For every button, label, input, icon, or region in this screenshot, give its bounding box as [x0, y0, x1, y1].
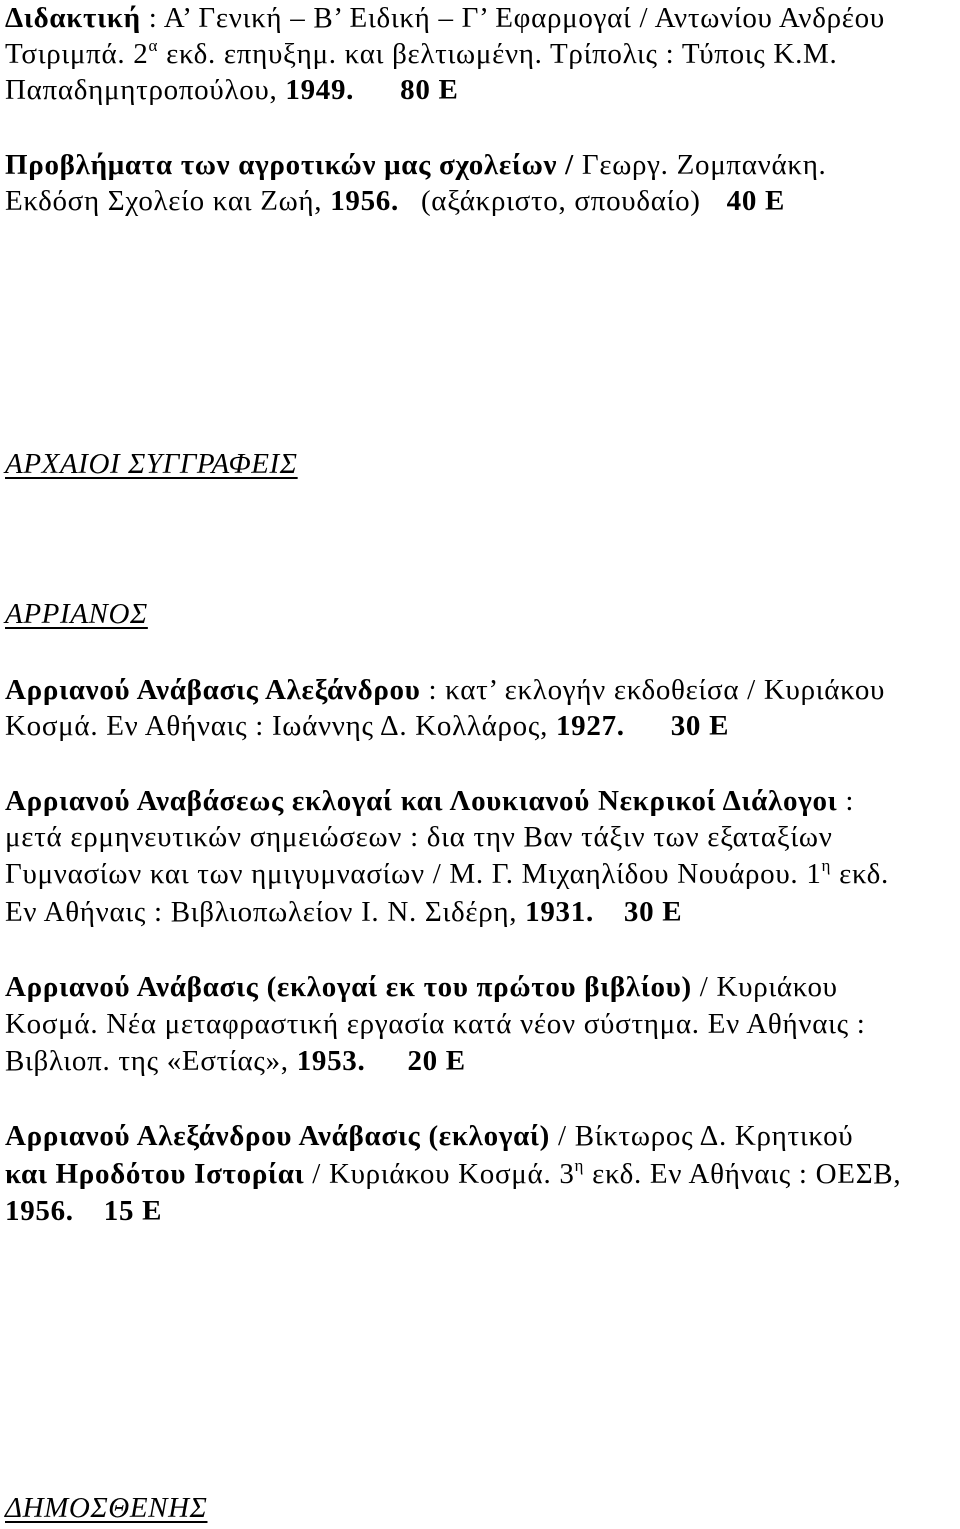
entry-year: 1956. — [330, 185, 399, 217]
entry-price: 30 Ε — [670, 710, 730, 742]
entry-didaktiki-line-1 — [5, 0, 885, 36]
entry-text: / Κυριάκου Κοσμά. 3 — [304, 1158, 575, 1190]
section-heading-demosthenes: ΔΗΜΟΣΘΕΝΗΣ — [5, 1492, 208, 1524]
entry-year: 1953. — [296, 1045, 366, 1077]
entry-text: Εκδόση Σχολείο και Ζωή, — [5, 185, 331, 217]
entry-didaktiki-line-3 — [5, 72, 459, 108]
entry-title: Αρριανού Ανάβασις (εκλογαί εκ του πρώτου βιβλίου) — [5, 971, 692, 1003]
entry-year: 1949. — [285, 74, 355, 106]
entry-text: Γεωργ. Ζομπανάκη. — [573, 149, 827, 181]
entry-arrianos-2-line-4 — [5, 894, 682, 930]
entry-title: Αρριανού Αναβάσεως εκλογαί και Λουκιανού Νεκρικοί Διάλογοι — [5, 785, 838, 817]
entry-didaktiki-line-2 — [5, 36, 837, 76]
entry-provlimata-line-1 — [5, 147, 827, 183]
entry-text: εκδ. — [831, 858, 889, 890]
entry-text: : Α’ Γενική – Β’ Ειδική – Γ’ Εφαρμογαί / Αντωνίου Ανδρέου — [140, 2, 885, 34]
entry-title: Αρριανού Ανάβασις Αλεξάνδρου — [5, 674, 421, 706]
superscript: α — [148, 36, 159, 55]
entry-arrianos-2-line-3 — [5, 856, 889, 896]
section-heading-arrian: ΑΡΡΙΑΝΟΣ — [5, 598, 148, 630]
entry-text: Παπαδημητροπούλου, — [5, 74, 286, 106]
entry-arrianos-3-line-1 — [5, 969, 838, 1005]
entry-note: (αξάκριστο, σπουδαίο) — [420, 185, 701, 217]
entry-title: Προβλήματα των αγροτικών μας σχολείων / — [5, 149, 574, 181]
entry-text: εκδ. επηυξημ. και βελτιωμένη. Τρίπολις : Τύποις Κ.Μ. — [158, 38, 838, 70]
entry-title-2: και Ηροδότου Ιστορίαι — [5, 1158, 305, 1190]
entry-price: 40 Ε — [726, 185, 786, 217]
entry-arrianos-4-line-2 — [5, 1156, 901, 1196]
entry-text: Γυμνασίων και των ημιγυμνασίων / Μ. Γ. Μιχαηλίδου Νουάρου. 1 — [5, 858, 822, 890]
entry-arrianos-1-line-1 — [5, 672, 885, 708]
entry-text: Εν Αθήναις : Βιβλιοπωλείον Ι. Ν. Σιδέρη, — [5, 896, 526, 928]
entry-text: Τσιριμπά. 2 — [5, 38, 149, 70]
entry-text: εκδ. Εν Αθήναις : ΟΕΣΒ, — [584, 1158, 902, 1190]
entry-text: / Κυριάκου — [691, 971, 838, 1003]
entry-arrianos-4-line-1 — [5, 1118, 853, 1154]
entry-text: Βιβλιοπ. της «Εστίας», — [5, 1045, 297, 1077]
entry-arrianos-3-line-2: Κοσμά. Νέα μεταφραστική εργασία κατά νέον σύστημα. Εν Αθήναις : — [5, 1008, 866, 1040]
entry-price: 20 Ε — [407, 1045, 466, 1077]
entry-arrianos-1-line-2 — [5, 708, 729, 744]
entry-year: 1927. — [555, 710, 625, 742]
entry-text: / Βίκτωρος Δ. Κρητικού — [550, 1120, 854, 1152]
entry-arrianos-3-line-3 — [5, 1043, 466, 1079]
entry-text: Κοσμά. Εν Αθήναις : Ιωάννης Δ. Κολλάρος, — [5, 710, 556, 742]
superscript: η — [821, 856, 832, 875]
entry-price: 30 Ε — [623, 896, 683, 928]
entry-price: 80 Ε — [400, 74, 459, 106]
entry-provlimata-line-2 — [5, 183, 785, 219]
entry-text: : — [837, 785, 855, 817]
entry-text: : κατ’ εκλογήν εκδοθείσα / Κυριάκου — [420, 674, 886, 706]
entry-title: Αρριανού Αλεξάνδρου Ανάβασις (εκλογαί) — [5, 1120, 551, 1152]
section-heading-ancient-authors: ΑΡΧΑΙΟΙ ΣΥΓΓΡΑΦΕΙΣ — [5, 448, 298, 480]
entry-year: 1956. — [5, 1195, 74, 1227]
entry-arrianos-2-line-2: μετά ερμηνευτικών σημειώσεων : δια την Βαν τάξιν των εξαταξίων — [5, 821, 833, 853]
entry-title: Διδακτική — [5, 2, 141, 34]
entry-arrianos-4-line-3 — [5, 1193, 162, 1229]
superscript: η — [574, 1156, 585, 1175]
entry-year: 1931. — [525, 896, 594, 928]
entry-price: 15 Ε — [103, 1195, 163, 1227]
entry-arrianos-2-line-1 — [5, 783, 854, 819]
